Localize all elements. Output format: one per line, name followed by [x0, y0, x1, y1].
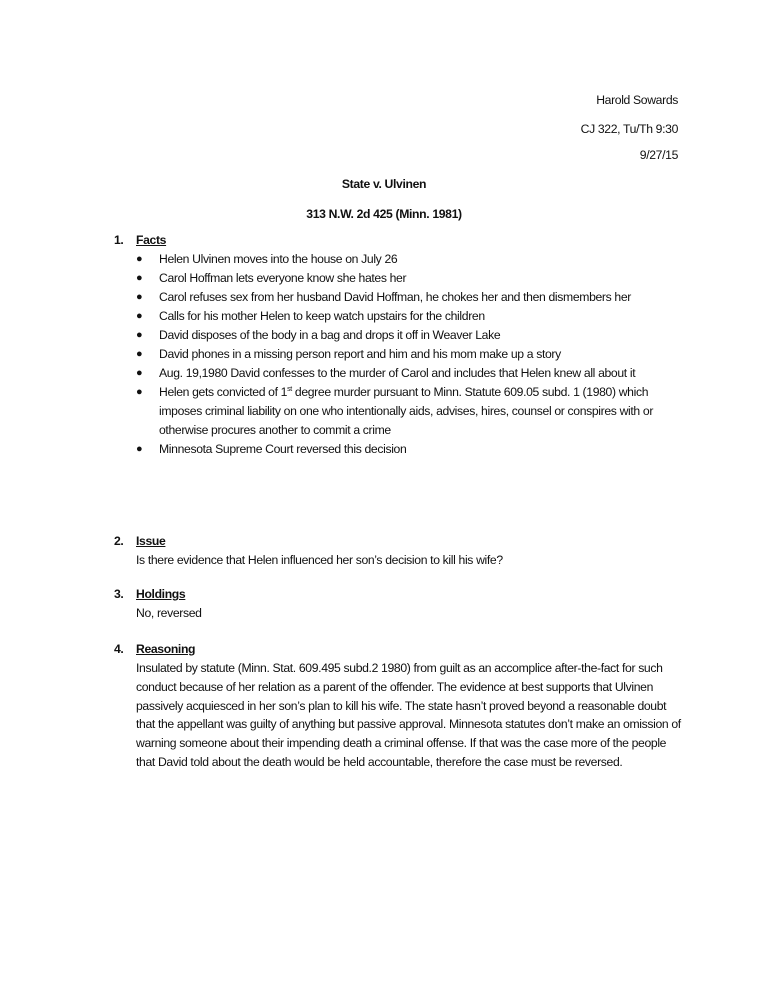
list-item: ● Helen gets convicted of 1st degree murder pursuant to Minn. Statute 609.05 subd. 1 (1980) which imposes criminal liability on one who intentionally aids, advises, hires, counsel or conspires with or otherwise procures another to commit a crime	[136, 385, 654, 437]
reasoning-section	[114, 640, 684, 772]
facts-section	[114, 231, 684, 459]
case-citation: 313 N.W. 2d 425 (Minn. 1981)	[306, 207, 462, 221]
facts-title: Facts	[136, 233, 167, 247]
issue-text: Is there evidence that Helen influenced her son’s decision to kill his wife?	[136, 553, 503, 567]
list-item: ● Carol refuses sex from her husband David Hoffman, he chokes her and then dismembers her	[114, 288, 669, 307]
list-item: ● Aug. 19,1980 David confesses to the murder of Carol and includes that Helen knew all about it	[114, 364, 669, 383]
facts-list	[114, 250, 684, 459]
bullet-icon: ●	[136, 348, 143, 360]
list-item: ● Carol Hoffman lets everyone know she hates her	[114, 269, 669, 288]
reasoning-number: 4.	[114, 642, 124, 656]
issue-title: Issue	[136, 534, 166, 548]
bullet-icon: ●	[136, 367, 143, 379]
document-date: 9/27/15	[639, 148, 678, 162]
bullet-icon: ●	[136, 310, 143, 322]
list-item: ● Minnesota Supreme Court reversed this decision	[114, 440, 669, 459]
bullet-icon: ●	[136, 272, 143, 284]
course-info: CJ 322, Tu/Th 9:30	[580, 122, 678, 136]
holdings-section	[114, 585, 684, 623]
bullet-icon: ●	[136, 386, 143, 398]
holdings-title: Holdings	[136, 587, 186, 601]
author-name: Harold Sowards	[596, 93, 678, 107]
list-item: ● David disposes of the body in a bag and drops it off in Weaver Lake	[114, 326, 669, 345]
issue-number: 2.	[114, 534, 124, 548]
issue-section	[114, 532, 684, 570]
bullet-icon: ●	[136, 291, 143, 303]
bullet-icon: ●	[136, 443, 143, 455]
holdings-number: 3.	[114, 587, 124, 601]
list-item: ● Calls for his mother Helen to keep watch upstairs for the children	[114, 307, 669, 326]
reasoning-title: Reasoning	[136, 642, 196, 656]
bullet-icon: ●	[136, 329, 143, 341]
holdings-text: No, reversed	[136, 606, 202, 620]
case-name: State v. Ulvinen	[341, 177, 427, 191]
bullet-icon: ●	[136, 253, 143, 265]
reasoning-text: Insulated by statute (Minn. Stat. 609.495 subd.2 1980) from guilt as an accomplice after-the-fact for such conduct because of her relation as a parent of the offender. The evidence at best supports that Ulvinen passively acquiesced in her son’s plan to kill his wife. The state hasn’t proved beyond a reasonable doubt that the appellant was guilty of anything but passive approval. Minnesota statutes don’t make an omission of warning someone about their impending death a criminal offense. If that was the case more of the people that David told about the death would be held accountable, therefore the case must be reversed.	[136, 661, 681, 769]
facts-number: 1.	[114, 233, 124, 247]
list-item: ● David phones in a missing person report and him and his mom make up a story	[114, 345, 669, 364]
list-item: ● Helen Ulvinen moves into the house on July 26	[114, 250, 669, 269]
